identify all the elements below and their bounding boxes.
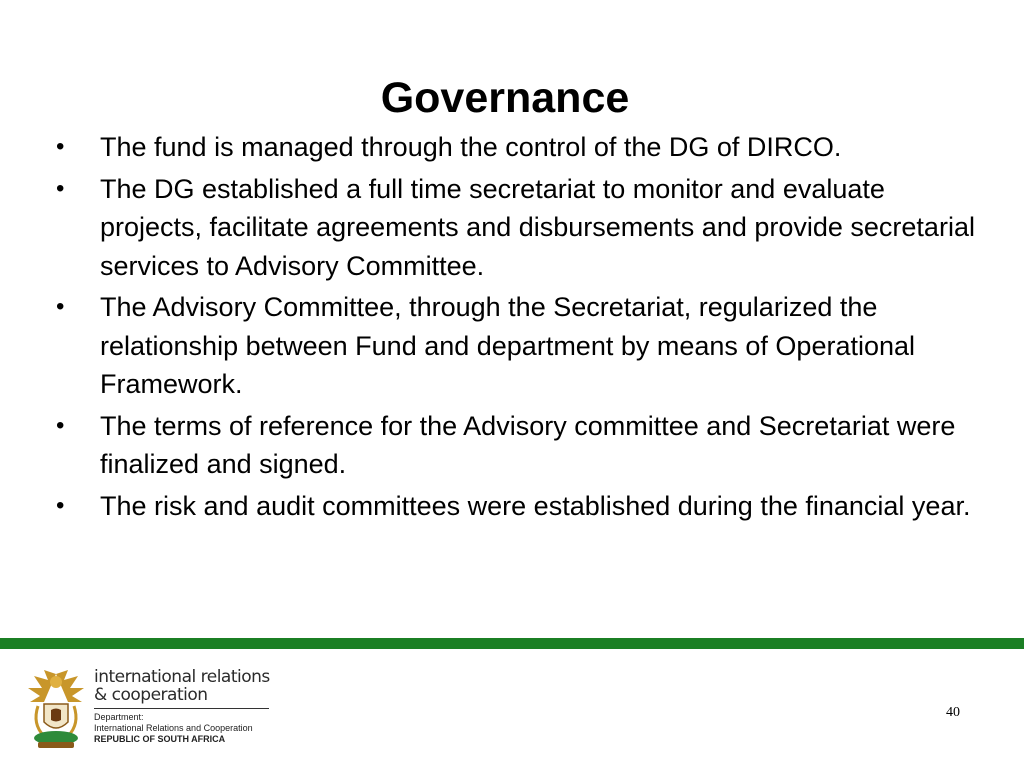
department-logo [24, 668, 274, 752]
bullet-marker: • [56, 174, 65, 202]
bullet-list [56, 128, 976, 528]
bullet-marker: • [56, 411, 65, 439]
page-number: 40 [946, 705, 960, 720]
department-label: Department: [94, 712, 144, 722]
logo-rule [94, 708, 269, 709]
bullet-marker: • [56, 491, 65, 519]
logo-text-block [94, 668, 274, 745]
bullet-text: The Advisory Committee, through the Secretariat, regularized the relationship between Fund and department by means of Operational Framework. [100, 292, 916, 399]
country-name: REPUBLIC OF SOUTH AFRICA [94, 734, 226, 744]
bullet-marker: • [56, 293, 65, 320]
logo-line-1: international relations [94, 667, 270, 687]
bullet-item [56, 487, 976, 526]
department-name: International Relations and Cooperation [94, 723, 253, 733]
slide-title: Governance [380, 74, 630, 122]
bullet-text: The fund is managed through the control of the DG of DIRCO. [100, 132, 842, 162]
bullet-marker: • [56, 133, 65, 160]
bullet-text: The terms of reference for the Advisory committee and Secretariat were finalized and signed. [100, 410, 956, 479]
logo-line-2: & cooperation [94, 685, 208, 705]
bullet-item [56, 170, 976, 286]
bullet-item [56, 407, 976, 484]
footer-divider-bar [0, 638, 1024, 649]
coat-of-arms-icon [24, 668, 88, 752]
bullet-item [56, 288, 976, 404]
bullet-item [56, 128, 976, 167]
bullet-text: The DG established a full time secretariat to monitor and evaluate projects, facilitate agreements and disbursements and provide secretarial services to Advisory Committee. [100, 173, 975, 281]
bullet-text: The risk and audit committees were established during the financial year. [100, 490, 971, 521]
